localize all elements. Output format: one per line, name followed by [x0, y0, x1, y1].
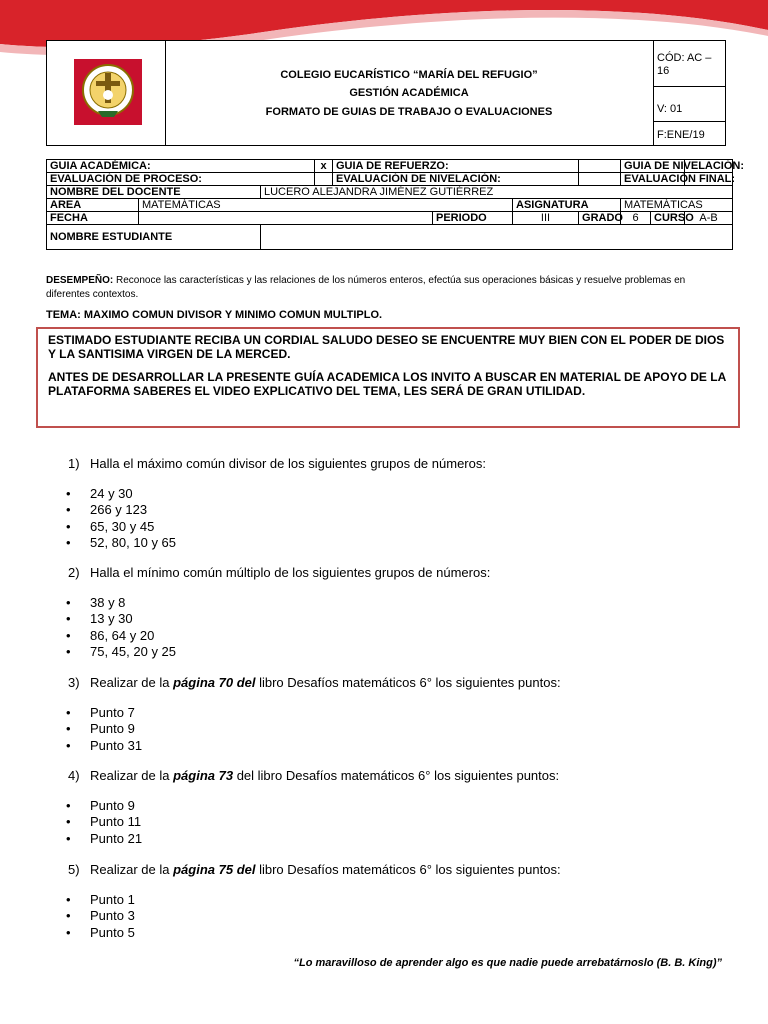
- list-item: • 75, 45, 20 y 25: [66, 644, 176, 660]
- question-text: Realizar de la: [90, 768, 174, 783]
- periodo-value: III: [513, 212, 579, 225]
- curso-value: A-B: [685, 212, 733, 225]
- desempeno-paragraph: [46, 274, 726, 302]
- list-item: • Punto 31: [66, 738, 142, 754]
- question-number: 4): [68, 768, 80, 783]
- question-text: libro Desafíos matemáticos 6° los siguientes puntos:: [255, 862, 561, 877]
- question-5: [68, 862, 561, 877]
- list-item: • 52, 80, 10 y 65: [66, 535, 176, 551]
- document-date: F:ENE/19: [657, 129, 705, 141]
- grado-label: GRADO: [579, 212, 621, 225]
- asignatura-label: ASIGNATURA: [513, 199, 621, 212]
- question-text: Realizar de la: [90, 675, 174, 690]
- question-1-list: [66, 486, 176, 551]
- question-number: 2): [68, 565, 80, 580]
- list-item: • 86, 64 y 20: [66, 628, 176, 644]
- question-text: libro Desafíos matemáticos 6° los siguientes puntos:: [255, 675, 561, 690]
- table-row: [47, 199, 733, 212]
- greeting-paragraph-2: ANTES DE DESARROLLAR LA PRESENTE GUÍA ACADEMICA LOS INVITO A BUSCAR EN MATERIAL DE APOYO DE LA PLATAFORMA SABERES EL VIDEO EXPLICATIVO DEL TEMA, LES SERÁ DE GRAN UTILIDAD.: [48, 370, 726, 398]
- document-version: V: 01: [657, 103, 683, 115]
- eval-nivelacion-mark[interactable]: [579, 173, 621, 186]
- table-row: [47, 173, 733, 186]
- desempeno-label: DESEMPEÑO:: [46, 275, 114, 286]
- info-table: [46, 159, 745, 250]
- question-1: [68, 456, 486, 471]
- question-number: 1): [68, 456, 80, 471]
- document-header: [46, 40, 726, 146]
- header-meta-cell: [653, 41, 725, 145]
- periodo-label: PERIODO: [433, 212, 513, 225]
- list-item: • 266 y 123: [66, 502, 176, 518]
- list-item: • Punto 11: [66, 814, 142, 830]
- eval-nivelacion-label: EVALUACIÓN DE NIVELACIÓN:: [333, 173, 579, 186]
- area-label: AREA: [47, 199, 139, 212]
- school-crest-logo: [74, 59, 142, 125]
- question-4: [68, 768, 559, 783]
- format-title: FORMATO DE GUIAS DE TRABAJO O EVALUACIONES: [265, 106, 553, 118]
- table-row: [47, 212, 733, 225]
- asignatura-value: MATEMÁTICAS: [621, 199, 733, 212]
- list-item: • Punto 1: [66, 892, 135, 908]
- list-item: • 65, 30 y 45: [66, 519, 176, 535]
- list-item: • Punto 7: [66, 705, 142, 721]
- meta-divider: [653, 121, 725, 122]
- question-3-list: [66, 705, 142, 754]
- list-item: • Punto 9: [66, 798, 142, 814]
- greeting-box: [36, 327, 740, 428]
- estudiante-label: NOMBRE ESTUDIANTE: [47, 225, 261, 250]
- question-text: del libro Desafíos matemáticos 6° los siguientes puntos:: [233, 768, 560, 783]
- fecha-label: FECHA: [47, 212, 139, 225]
- question-number: 5): [68, 862, 80, 877]
- desempeno-text: Reconoce las características y las relaciones de los números enteros, efectúa sus operaciones básicas y resuelve problemas en diferentes contextos.: [46, 275, 686, 300]
- question-page-ref: página 75 del: [173, 862, 256, 877]
- document-code: CÓD: AC – 16: [657, 52, 712, 77]
- meta-divider: [653, 86, 725, 87]
- school-name: COLEGIO EUCARÍSTICO “MARÍA DEL REFUGIO”: [280, 69, 538, 81]
- curso-label: CURSO: [651, 212, 685, 225]
- question-number: 3): [68, 675, 80, 690]
- question-5-list: [66, 892, 135, 941]
- list-item: • Punto 9: [66, 721, 142, 737]
- fecha-value[interactable]: [139, 212, 433, 225]
- guia-nivelacion-label: GUIA DE NIVELACIÓN:: [621, 160, 685, 173]
- logo-cell: [47, 41, 166, 145]
- area-value: MATEMÁTICAS: [139, 199, 513, 212]
- list-item: • 24 y 30: [66, 486, 176, 502]
- eval-final-label: EVALUACIÓN FINAL:: [621, 173, 685, 186]
- department-name: GESTIÓN ACADÉMICA: [349, 87, 469, 99]
- eval-proceso-label: EVALUACIÓN DE PROCESO:: [47, 173, 315, 186]
- tema-title: TEMA: MAXIMO COMUN DIVISOR Y MINIMO COMUN MULTIPLO.: [46, 309, 383, 321]
- question-4-list: [66, 798, 142, 847]
- question-page-ref: página 70 del: [173, 675, 256, 690]
- eval-proceso-mark[interactable]: [315, 173, 333, 186]
- question-2: [68, 565, 490, 580]
- grado-value: 6: [621, 212, 651, 225]
- list-item: • Punto 3: [66, 908, 135, 924]
- greeting-paragraph-1: ESTIMADO ESTUDIANTE RECIBA UN CORDIAL SALUDO DESEO SE ENCUENTRE MUY BIEN CON EL PODER DE DIOS Y LA SANTISIMA VIRGEN DE LA MERCED.: [48, 333, 725, 361]
- guia-refuerzo-label: GUIA DE REFUERZO:: [333, 160, 579, 173]
- question-2-list: [66, 595, 176, 660]
- question-text: Halla el máximo común divisor de los siguientes grupos de números:: [90, 456, 486, 471]
- list-item: • 13 y 30: [66, 611, 176, 627]
- closing-quote: “Lo maravilloso de aprender algo es que nadie puede arrebatárnoslo (B. B. King)”: [293, 957, 722, 969]
- question-page-ref: página 73: [173, 768, 234, 783]
- header-title-cell: [165, 41, 654, 145]
- table-row: [47, 186, 733, 199]
- table-row: [47, 160, 733, 173]
- question-text: Realizar de la: [90, 862, 174, 877]
- list-item: • Punto 5: [66, 925, 135, 941]
- estudiante-value[interactable]: [261, 225, 733, 250]
- question-text: Halla el mínimo común múltiplo de los siguientes grupos de números:: [90, 565, 491, 580]
- table-row: [47, 225, 733, 250]
- guia-academica-mark[interactable]: x: [315, 160, 333, 173]
- list-item: • 38 y 8: [66, 595, 176, 611]
- guia-academica-label: GUIA ACADÉMICA:: [47, 160, 315, 173]
- docente-label: NOMBRE DEL DOCENTE: [47, 186, 261, 199]
- list-item: • Punto 21: [66, 831, 142, 847]
- guia-refuerzo-mark[interactable]: [579, 160, 621, 173]
- question-3: [68, 675, 561, 690]
- docente-value: LUCERO ALEJANDRA JIMÉNEZ GUTIÉRREZ: [261, 186, 733, 199]
